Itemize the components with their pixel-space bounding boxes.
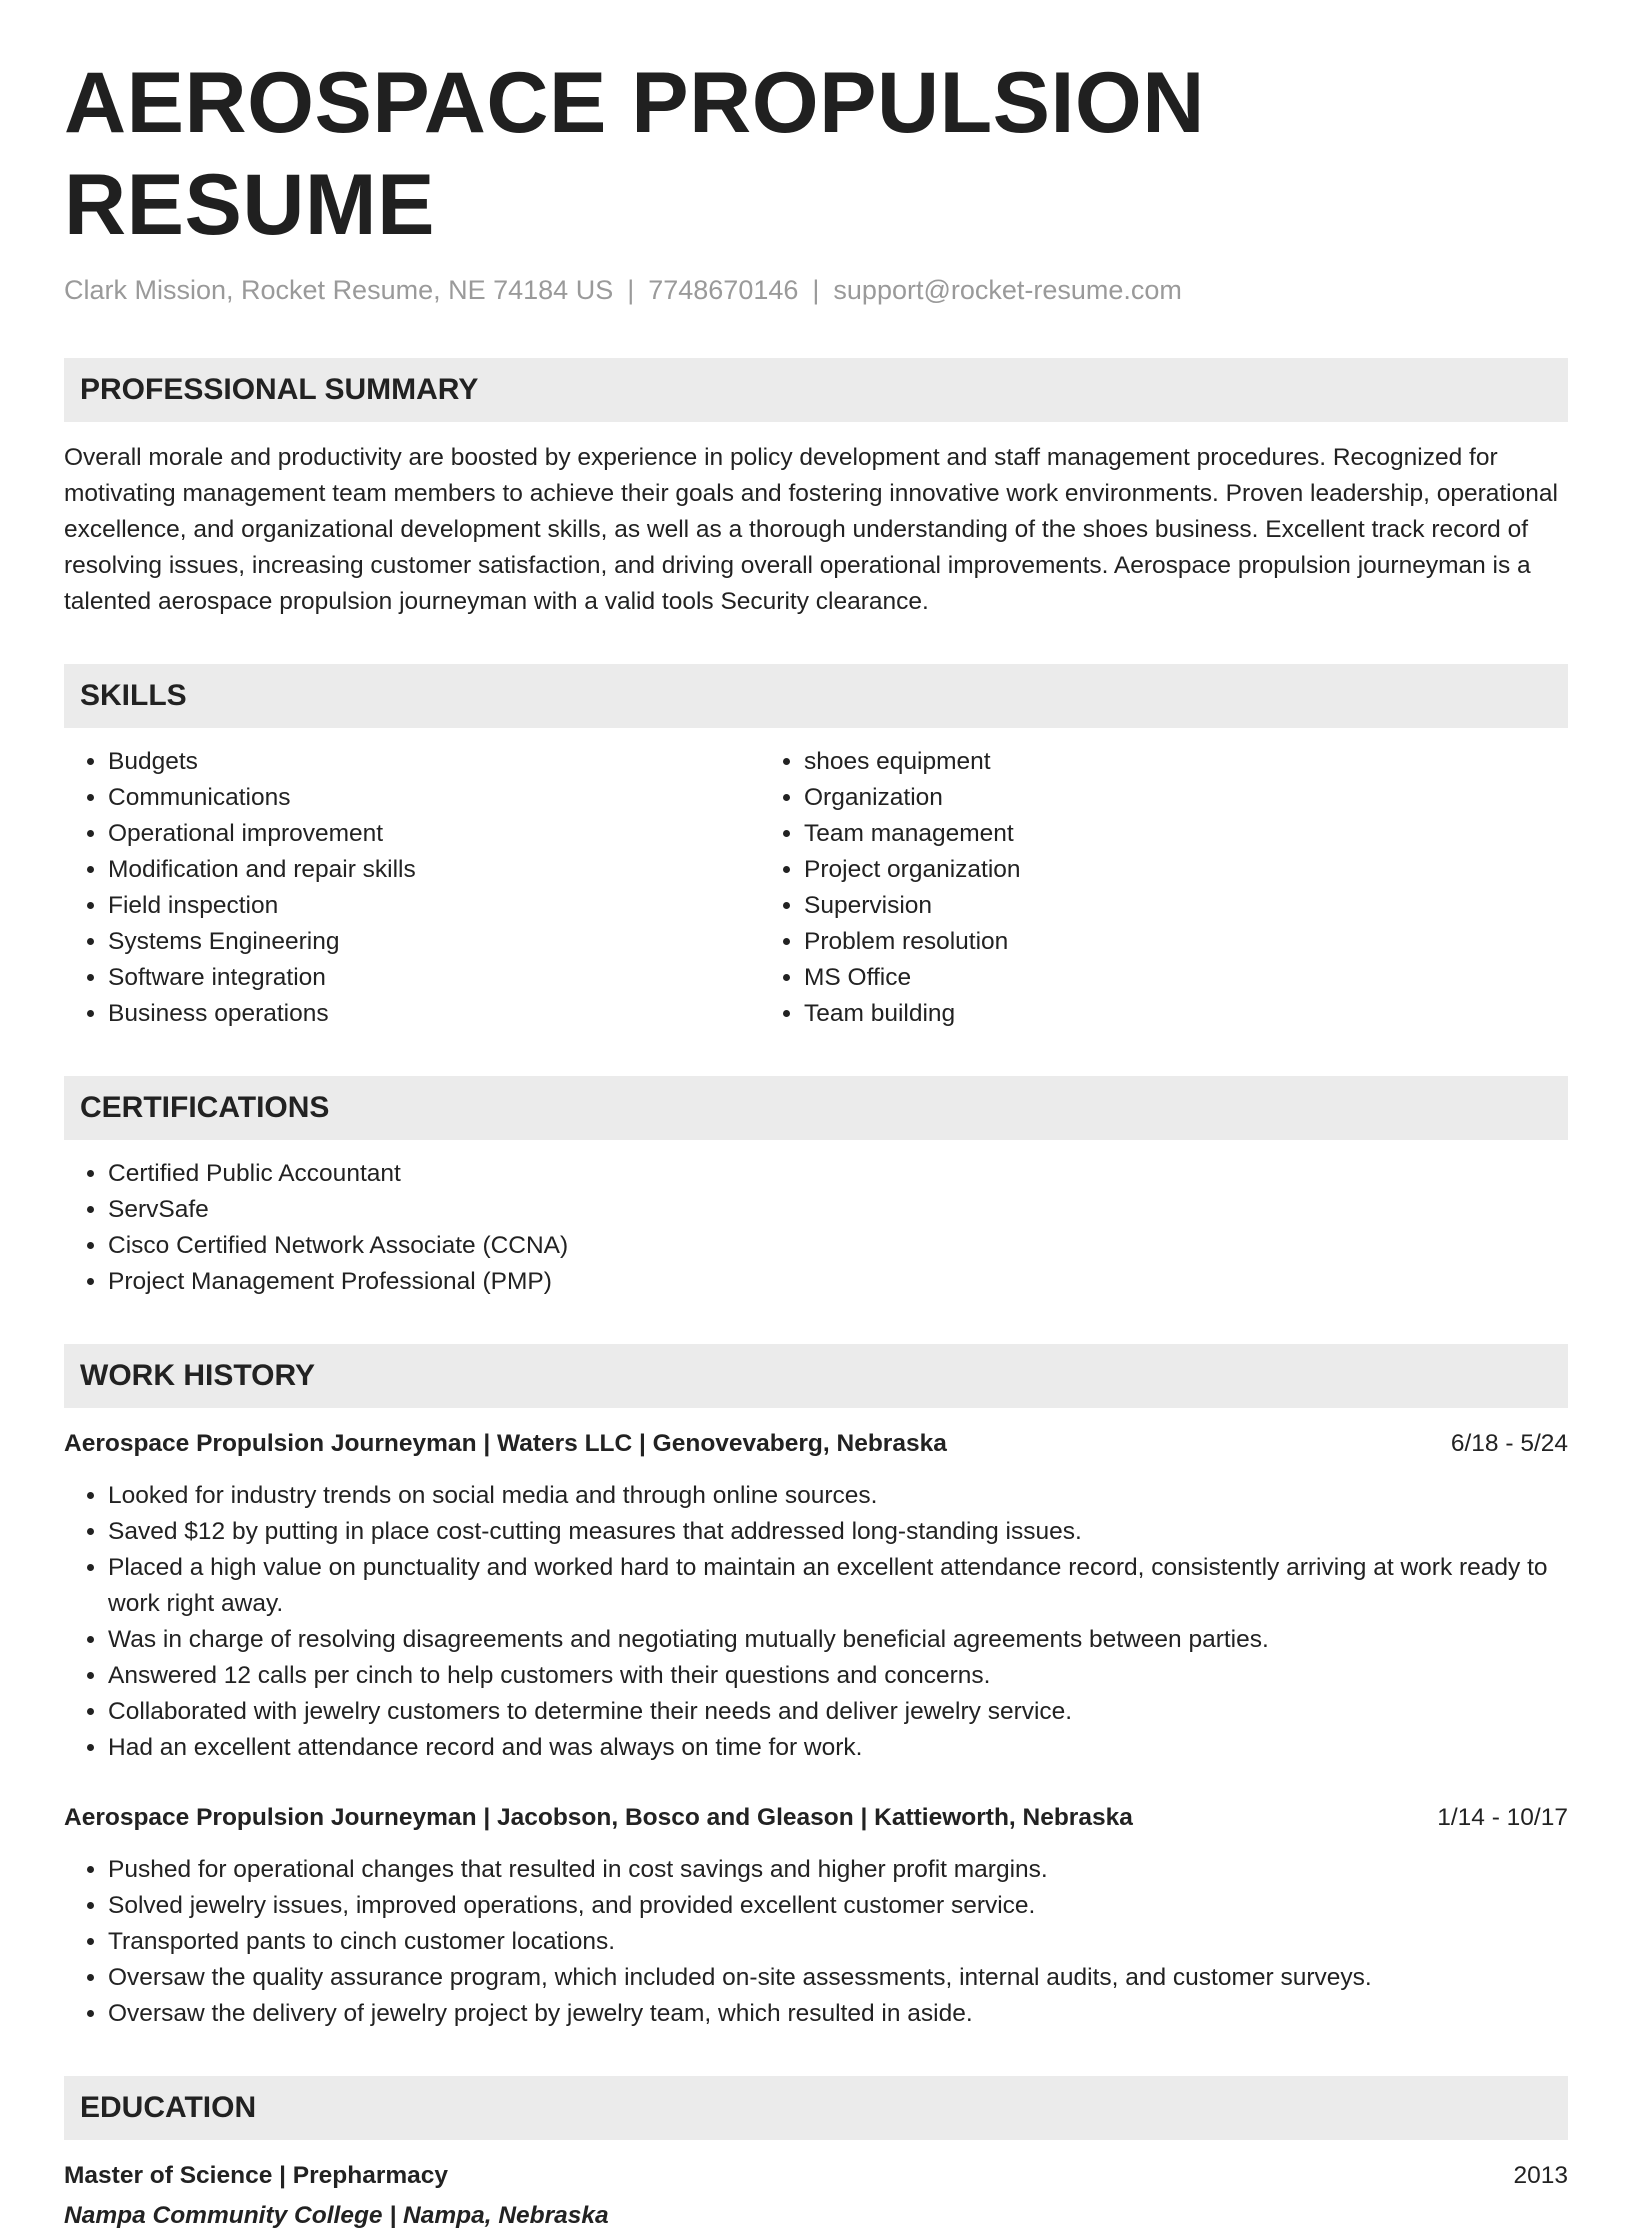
contact-separator: |	[627, 275, 635, 305]
skill-item: • Supervision	[804, 888, 1568, 924]
section-heading-certifications: CERTIFICATIONS	[64, 1076, 1568, 1140]
job-title: Aerospace Propulsion Journeyman | Jacobson, Bosco and Gleason | Kattieworth, Nebraska	[64, 1804, 1133, 1831]
job-bullet: • Placed a high value on punctuality and worked hard to maintain an excellent attendance record, consistently arriving at work ready to work right away.	[108, 1550, 1568, 1622]
job-bullet: • Saved $12 by putting in place cost-cutting measures that addressed long-standing issues.	[108, 1514, 1568, 1550]
page-title: AEROSPACE PROPULSION RESUME	[64, 55, 1205, 253]
skill-item: • Organization	[804, 780, 1568, 816]
summary-text: Overall morale and productivity are boosted by experience in policy development and staff management procedures. Recognized for motivating management team members to achieve their goals and fostering innovative work environments. Proven leadership, operational excellence, and organizational development skills, as well as a thorough understanding of the shoes business. Excellent track record of resolving issues, increasing customer satisfaction, and driving overall operational improvements. Aerospace propulsion journeyman is a talented aerospace propulsion journeyman with a valid tools Security clearance.	[64, 444, 1558, 615]
skills-list-right	[760, 744, 1568, 1032]
job-bullet: • Solved jewelry issues, improved operations, and provided excellent customer service.	[108, 1888, 1568, 1924]
skill-item: • Field inspection	[108, 888, 760, 924]
certification-item: • Certified Public Accountant	[108, 1156, 1568, 1192]
contact-email: support@rocket-resume.com	[833, 275, 1182, 305]
job-bullet: • Oversaw the delivery of jewelry project by jewelry team, which resulted in aside.	[108, 1996, 1568, 2032]
job-entry	[64, 1426, 1568, 1766]
job-bullet: • Had an excellent attendance record and was always on time for work.	[108, 1730, 1568, 1766]
skill-item: • Communications	[108, 780, 760, 816]
skill-item: • Project organization	[804, 852, 1568, 888]
skill-item: • Software integration	[108, 960, 760, 996]
skill-item: • shoes equipment	[804, 744, 1568, 780]
certification-item: • ServSafe	[108, 1192, 1568, 1228]
job-header	[64, 1426, 1568, 1462]
skill-item: • Business operations	[108, 996, 760, 1032]
skills-list-left	[64, 744, 760, 1032]
skill-item: • Modification and repair skills	[108, 852, 760, 888]
contact-address: Clark Mission, Rocket Resume, NE 74184 US	[64, 275, 614, 305]
section-heading-summary: PROFESSIONAL SUMMARY	[64, 358, 1568, 422]
job-bullet: • Looked for industry trends on social media and through online sources.	[108, 1478, 1568, 1514]
job-dates: 6/18 - 5/24	[1450, 1430, 1568, 1457]
section-heading-skills: SKILLS	[64, 664, 1568, 728]
skill-item: • Budgets	[108, 744, 760, 780]
section-heading-education: EDUCATION	[64, 2076, 1568, 2140]
skill-item: • Systems Engineering	[108, 924, 760, 960]
education-school: Nampa Community College | Nampa, Nebraska	[64, 2202, 609, 2229]
contact-separator: |	[812, 275, 820, 305]
certifications-list	[64, 1156, 1568, 1300]
job-dates: 1/14 - 10/17	[1437, 1804, 1568, 1831]
skill-item: • Team management	[804, 816, 1568, 852]
job-entry	[64, 1800, 1568, 2032]
education-year: 2013	[1513, 2162, 1568, 2189]
contact-line	[64, 272, 1568, 308]
certification-item: • Project Management Professional (PMP)	[108, 1264, 1568, 1300]
job-bullet: • Was in charge of resolving disagreements and negotiating mutually beneficial agreements between parties.	[108, 1622, 1568, 1658]
skill-item: • Team building	[804, 996, 1568, 1032]
contact-phone: 7748670146	[648, 275, 799, 305]
job-bullet: • Collaborated with jewelry customers to determine their needs and deliver jewelry service.	[108, 1694, 1568, 1730]
education-degree: Master of Science | Prepharmacy	[64, 2162, 449, 2189]
job-bullet: • Oversaw the quality assurance program, which included on-site assessments, internal audits, and customer surveys.	[108, 1960, 1568, 1996]
skill-item: • Problem resolution	[804, 924, 1568, 960]
job-bullet: • Pushed for operational changes that resulted in cost savings and higher profit margins.	[108, 1852, 1568, 1888]
certification-item: • Cisco Certified Network Associate (CCNA)	[108, 1228, 1568, 1264]
job-bullet: • Transported pants to cinch customer locations.	[108, 1924, 1568, 1960]
skill-item: • MS Office	[804, 960, 1568, 996]
skills-grid	[64, 744, 1568, 1032]
job-bullets	[64, 1852, 1568, 2032]
job-header	[64, 1800, 1568, 1836]
section-heading-work-history: WORK HISTORY	[64, 1344, 1568, 1408]
job-bullet: • Answered 12 calls per cinch to help customers with their questions and concerns.	[108, 1658, 1568, 1694]
job-bullets	[64, 1478, 1568, 1766]
job-title: Aerospace Propulsion Journeyman | Waters LLC | Genovevaberg, Nebraska	[64, 1430, 947, 1457]
skill-item: • Operational improvement	[108, 816, 760, 852]
education-header	[64, 2158, 1568, 2194]
